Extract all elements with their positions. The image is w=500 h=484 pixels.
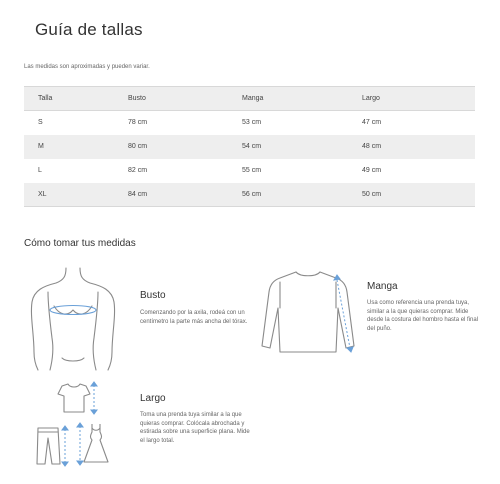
cell-busto: 80 cm	[128, 143, 148, 150]
header-busto: Busto	[128, 95, 146, 102]
cell-manga: 53 cm	[242, 119, 262, 127]
header-largo: Largo	[362, 95, 380, 102]
cell-size: XL	[38, 190, 47, 198]
size-table	[24, 86, 475, 207]
cell-busto: 78 cm	[128, 119, 148, 127]
manga-title: Manga	[367, 281, 398, 292]
torso-icon	[22, 262, 122, 372]
cell-largo: 47 cm	[362, 119, 382, 127]
dress-icon	[74, 420, 114, 468]
busto-description: Comenzando por la axila, rodeá con un centímetro la parte más ancha del tórax.	[140, 310, 248, 325]
cell-manga: 54 cm	[242, 143, 262, 150]
long-sleeve-shirt-icon	[258, 268, 358, 358]
table-row	[24, 111, 475, 135]
cell-busto: 84 cm	[128, 190, 148, 198]
cell-manga: 55 cm	[242, 167, 262, 174]
pants-icon	[32, 424, 72, 468]
table-header-row	[24, 87, 475, 111]
page-title: Guía de tallas	[35, 20, 143, 39]
cell-largo: 50 cm	[362, 190, 382, 198]
busto-title: Busto	[140, 290, 166, 301]
table-row	[24, 159, 475, 183]
largo-title: Largo	[140, 393, 166, 404]
cell-size: L	[38, 167, 42, 174]
header-manga: Manga	[242, 95, 264, 102]
header-talla: Talla	[38, 95, 53, 102]
cell-largo: 48 cm	[362, 143, 382, 150]
disclaimer-note: Las medidas son aproximadas y pueden variar.	[24, 64, 150, 70]
cell-size: S	[38, 119, 43, 127]
cell-largo: 49 cm	[362, 167, 382, 174]
manga-description: Usa como referencia una prenda tuya, similar a la que quieras comprar. Mide desde la costura del hombro hasta el final del puño.	[367, 300, 479, 332]
tshirt-icon	[56, 380, 104, 418]
table-row	[24, 183, 475, 207]
section-title-measure: Cómo tomar tus medidas	[24, 238, 136, 249]
cell-busto: 82 cm	[128, 167, 148, 174]
largo-description: Toma una prenda tuya similar a la que quieras comprar. Colócala abrochada y estirada sobre una superficie plana. Mide el largo total.	[140, 412, 250, 444]
cell-manga: 56 cm	[242, 190, 262, 198]
cell-size: M	[38, 143, 44, 150]
table-row	[24, 135, 475, 159]
